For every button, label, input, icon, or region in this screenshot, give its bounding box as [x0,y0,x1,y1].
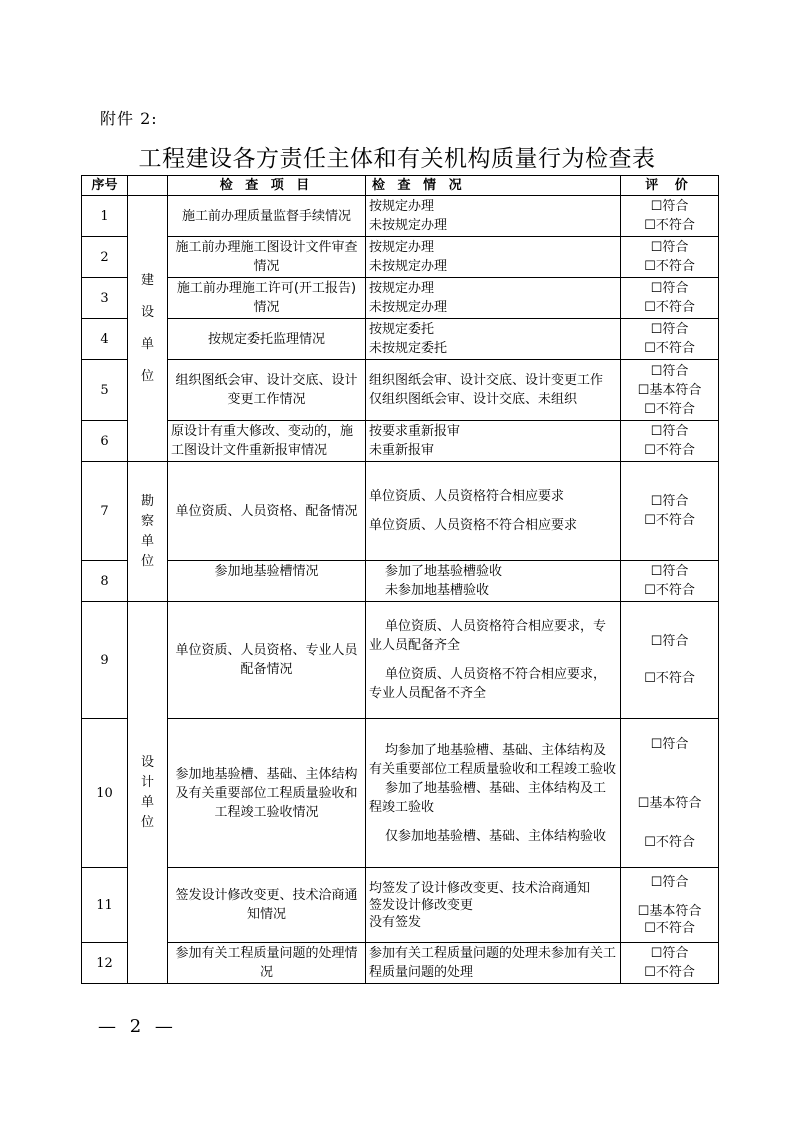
check-item: 单位资质、人员资格、配备情况 [168,462,366,561]
option-conform[interactable]: ☐符合 [650,281,689,296]
check-item: 组织图纸会审、设计交底、设计变更工作情况 [168,360,366,421]
condition-line: 仅组织图纸会审、设计交底、未组织 [369,392,578,407]
table-row [82,561,719,602]
table-row [82,462,719,561]
table-row [82,421,719,462]
option-nonconform[interactable]: ☐不符合 [644,259,695,274]
option-nonconform[interactable]: ☐不符合 [644,300,695,315]
unit-design [128,602,168,984]
check-condition [366,360,621,421]
attachment-label: 附件 2: [100,109,158,128]
evaluation-options[interactable] [621,360,719,421]
option-nonconform[interactable]: ☐不符合 [644,513,695,528]
evaluation-options[interactable] [621,196,719,237]
option-nonconform[interactable]: ☐不符合 [644,218,695,233]
evaluation-options[interactable] [621,868,719,943]
option-conform[interactable]: ☐符合 [650,564,689,579]
option-nonconform[interactable]: ☐不符合 [644,834,695,850]
row-number: 11 [82,868,128,943]
option-nonconform[interactable]: ☐不符合 [644,920,695,936]
spacer [369,655,617,665]
condition-line: 未按规定办理 [369,259,448,274]
header-evaluation: 评 价 [621,176,719,196]
condition-line: 按规定委托 [369,322,435,337]
evaluation-options[interactable] [621,462,719,561]
table-row [82,602,719,719]
table-row [82,868,719,943]
header-condition: 检 查 情 况 [366,176,621,196]
condition-line: 单位资质、人员资格符合相应要求，专业人员配备齐全 [369,619,607,653]
check-item: 按规定委托监理情况 [168,319,366,360]
evaluation-options[interactable] [621,561,719,602]
condition-line: 未按规定办理 [369,218,448,233]
check-condition [366,462,621,561]
condition-line: 参加了地基验槽验收 [385,564,503,579]
check-item: 参加地基验槽、基础、主体结构及有关重要部位工程质量验收和工程竣工验收情况 [168,719,366,868]
condition-line: 按规定办理 [369,281,435,296]
evaluation-options[interactable] [621,237,719,278]
condition-line: 单位资质、人员资格不符合相应要求，专业人员配备不齐全 [369,667,607,701]
document-title: 工程建设各方责任主体和有关机构质量行为检查表 [138,146,656,172]
condition-line: 单位资质、人员资格不符合相应要求 [369,518,578,533]
condition-line: 按要求重新报审 [369,424,461,439]
condition-line: 均参加了地基验槽、基础、主体结构及有关重要部位工程质量验收和工程竣工验收 [369,742,617,777]
spacer [624,891,715,903]
option-conform[interactable]: ☐符合 [650,322,689,337]
check-condition [366,237,621,278]
check-condition [366,943,621,984]
unit-label: 勘察单位 [140,493,154,569]
header-item: 检 查 项 目 [168,176,366,196]
condition-line: 单位资质、人员资格符合相应要求 [369,489,565,504]
spacer [624,754,715,794]
condition-line: 未按规定办理 [369,300,448,315]
evaluation-options[interactable] [621,278,719,319]
check-item: 施工前办理质量监督手续情况 [168,196,366,237]
condition-line: 未参加地基槽验收 [385,583,490,598]
option-conform[interactable]: ☐符合 [650,736,689,752]
option-nonconform[interactable]: ☐不符合 [644,583,695,598]
row-number: 10 [82,719,128,868]
evaluation-options[interactable] [621,719,719,868]
spacer [369,817,617,827]
header-no: 序号 [82,176,128,196]
option-conform[interactable]: ☐符合 [650,199,689,214]
spacer [369,506,617,516]
check-condition [366,421,621,462]
condition-line: 未按规定委托 [369,341,448,356]
option-nonconform[interactable]: ☐不符合 [644,965,695,980]
option-basic-conform[interactable]: ☐基本符合 [637,903,702,919]
check-condition [366,278,621,319]
option-conform[interactable]: ☐符合 [650,240,689,255]
option-conform[interactable]: ☐符合 [650,946,689,961]
check-condition [366,319,621,360]
table-header-row [82,176,719,196]
row-number: 8 [82,561,128,602]
unit-label: 建设单位 [140,272,154,384]
check-condition [366,561,621,602]
evaluation-options[interactable] [621,421,719,462]
check-condition [366,868,621,943]
option-conform[interactable]: ☐符合 [650,634,689,649]
check-condition [366,719,621,868]
check-item: 签发设计修改变更、技术洽商通知情况 [168,868,366,943]
condition-line: 按规定办理 [369,240,435,255]
check-item: 施工前办理施工许可(开工报告)情况 [168,278,366,319]
option-nonconform[interactable]: ☐不符合 [644,341,695,356]
evaluation-options[interactable] [621,602,719,719]
table-row [82,196,719,237]
row-number: 12 [82,943,128,984]
spacer [624,813,715,833]
condition-line: 仅参加地基验槽、基础、主体结构验收 [385,828,607,844]
unit-survey [128,462,168,602]
condition-line: 按规定办理 [369,199,435,214]
row-number: 5 [82,360,128,421]
page-number: — 2 — [98,1016,177,1037]
unit-label: 设计单位 [140,754,154,830]
unit-construction [128,196,168,462]
table-row [82,319,719,360]
condition-line: 未重新报审 [369,443,435,458]
option-basic-conform[interactable]: ☐基本符合 [637,382,702,398]
option-conform[interactable]: ☐符合 [650,494,689,509]
condition-line: 参加了地基验槽、基础、主体结构及工程竣工验收 [369,780,607,815]
row-number: 7 [82,462,128,561]
row-number: 2 [82,237,128,278]
check-item: 原设计有重大修改、变动的，施工图设计文件重新报审情况 [168,421,366,462]
check-item: 施工前办理施工图设计文件审查情况 [168,237,366,278]
table-row [82,360,719,421]
check-condition [366,196,621,237]
table-row [82,719,719,868]
check-item: 单位资质、人员资格、专业人员配备情况 [168,602,366,719]
condition-line: 没有签发 [369,914,422,930]
row-number: 3 [82,278,128,319]
header-unit [128,176,168,196]
table-row [82,278,719,319]
option-nonconform[interactable]: ☐不符合 [644,443,695,458]
row-number: 4 [82,319,128,360]
option-conform[interactable]: ☐符合 [650,424,689,439]
option-conform[interactable]: ☐符合 [650,874,689,890]
table-row [82,237,719,278]
evaluation-options[interactable] [621,319,719,360]
inspection-table [81,175,719,984]
option-nonconform[interactable]: ☐不符合 [644,671,695,686]
row-number: 1 [82,196,128,237]
option-basic-conform[interactable]: ☐基本符合 [637,795,702,811]
row-number: 6 [82,421,128,462]
evaluation-options[interactable] [621,943,719,984]
row-number: 9 [82,602,128,719]
table-row [82,943,719,984]
spacer [624,651,715,669]
check-condition [366,602,621,719]
check-item: 参加有关工程质量问题的处理情况 [168,943,366,984]
condition-line: 均签发了设计修改变更、技术洽商通知 [369,880,591,896]
condition-line: 签发设计修改变更 [369,897,474,913]
condition-line: 组织图纸会审、设计交底、设计变更工作 [369,373,604,388]
option-conform[interactable]: ☐符合 [650,363,689,379]
condition-line: 参加有关工程质量问题的处理未参加有关工程质量问题的处理 [369,946,617,980]
option-nonconform[interactable]: ☐不符合 [644,401,695,417]
check-item: 参加地基验槽情况 [168,561,366,602]
